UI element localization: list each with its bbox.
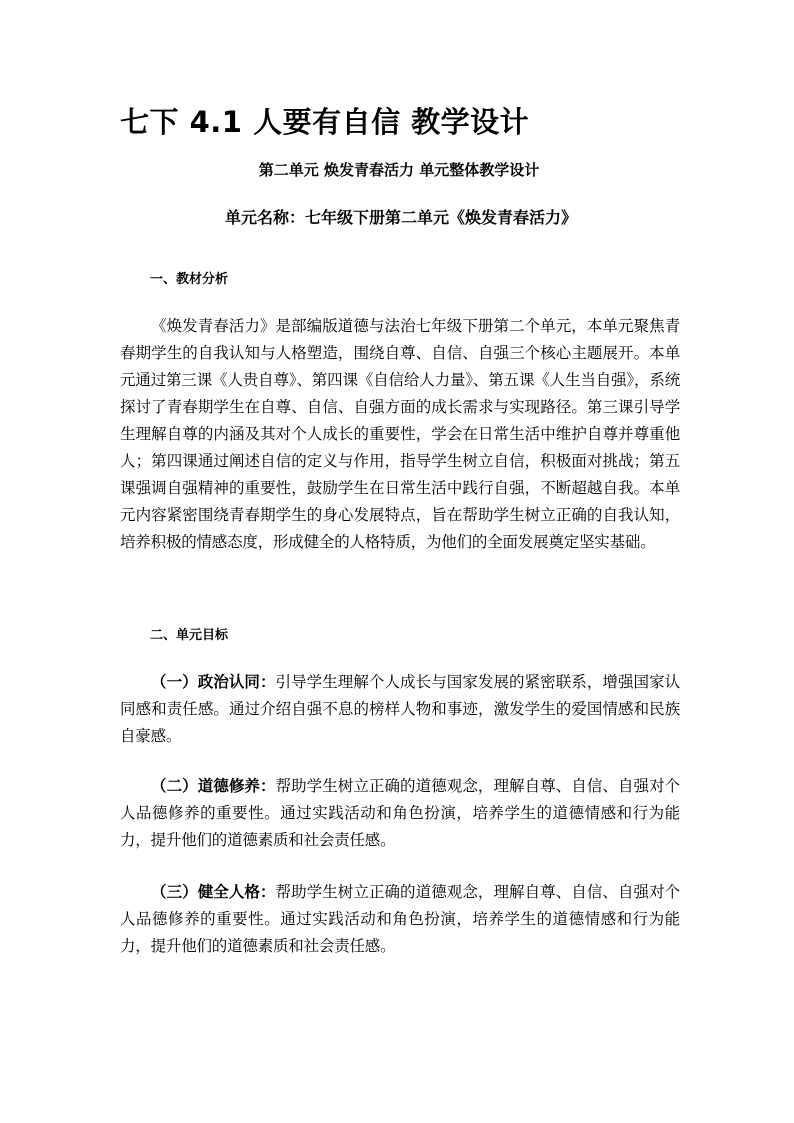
analysis-paragraph: 《焕发青春活力》是部编版道德与法治七年级下册第二个单元，本单元聚焦青春期学生的自我认知与人格塑造，围绕自尊、自信、自强三个核心主题展开。本单元通过第三课《人贵自尊》、第四课《自信给人力量》、第五课《人生当自强》，系统探讨了青春期学生在自尊、自信、自强方面的成长需求与实现路径。第三课引导学生理解自尊的内涵及其对个人成长的重要性，学会在日常生活中维护自尊并尊重他人；第四课通过阐述自信的定义与作用，指导学生树立自信，积极面对挑战；第五课强调自强精神的重要性，鼓励学生在日常生活中践行自强，不断超越自我。本单元内容紧密围绕青春期学生的身心发展特点，旨在帮助学生树立正确的自我认知，培养积极的情感态度，形成健全的人格特质，为他们的全面发展奠定坚实基础。 bbox=[120, 317, 680, 551]
goal-text: 引导学生理解个人成长与国家发展的紧密联系，增强国家认同感和责任感。通过介绍自强不息的榜样人物和事迹，激发学生的爱国情感和民族自豪感。 bbox=[120, 673, 680, 745]
goal-label: （一）政治认同： bbox=[151, 672, 276, 691]
goal-item-political bbox=[120, 668, 680, 750]
goal-text: 帮助学生树立正确的道德观念，理解自尊、自信、自强对个人品德修养的重要性。通过实践活动和角色扮演，培养学生的道德情感和行为能力，提升他们的道德素质和社会责任感。 bbox=[120, 777, 680, 849]
goal-item-moral bbox=[120, 772, 680, 854]
section-heading-goals: 二、单元目标 bbox=[150, 628, 229, 643]
goal-label: （三）健全人格： bbox=[151, 882, 276, 901]
goal-label: （二）道德修养： bbox=[151, 776, 276, 795]
unit-subtitle: 第二单元 焕发青春活力 单元整体教学设计 bbox=[258, 161, 540, 179]
goal-item-personality bbox=[120, 878, 680, 960]
section-heading-analysis: 一、教材分析 bbox=[150, 272, 229, 287]
goal-text: 帮助学生树立正确的道德观念，理解自尊、自信、自强对个人品德修养的重要性。通过实践活动和角色扮演，培养学生的道德情感和行为能力，提升他们的道德素质和社会责任感。 bbox=[120, 883, 680, 955]
unit-name: 单元名称：七年级下册第二单元《焕发青春活力》 bbox=[224, 208, 577, 227]
document-title: 七下 4.1 人要有自信 教学设计 bbox=[120, 105, 530, 139]
